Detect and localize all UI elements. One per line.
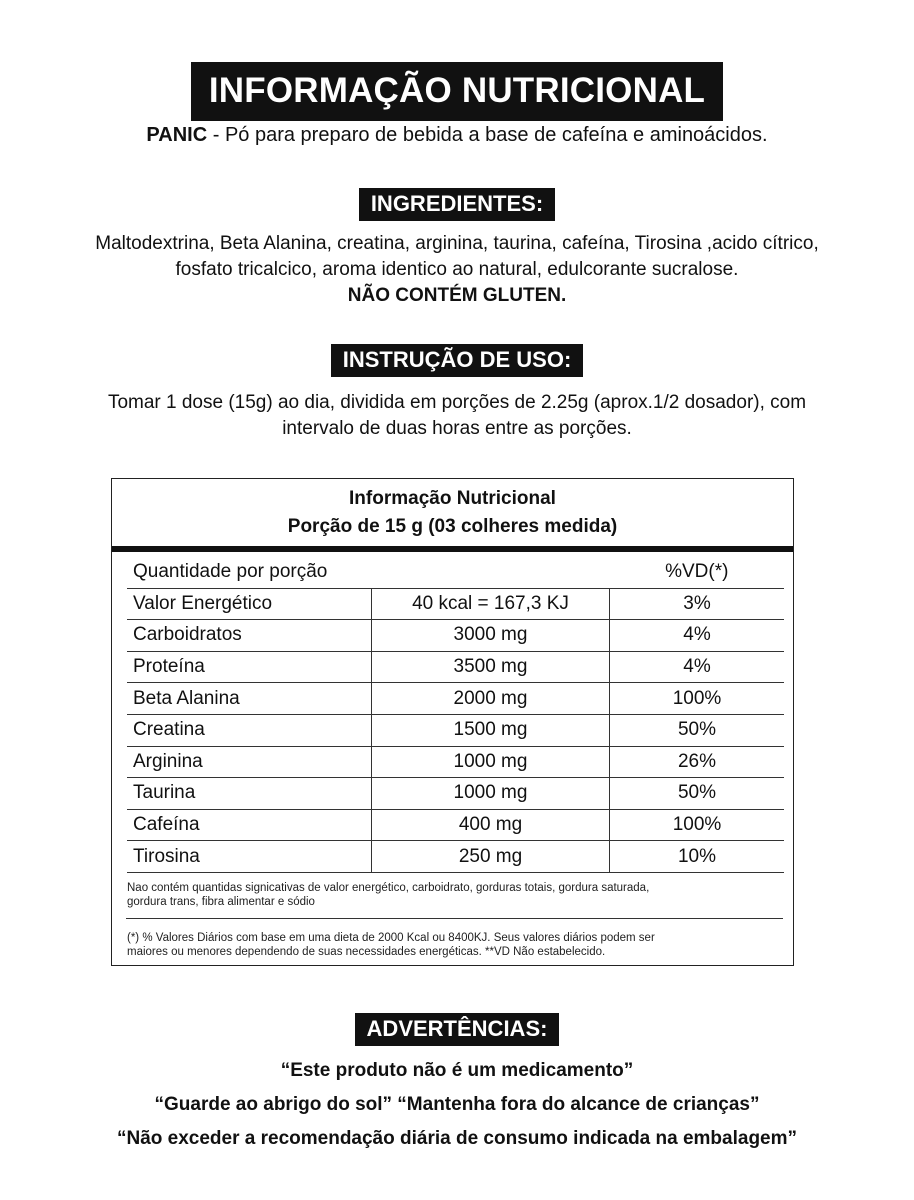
ingredients-line-1: Maltodextrina, Beta Alanina, creatina, arginina, taurina, cafeína, Tirosina ,acido cítrico, [95,233,819,254]
gluten-notice: NÃO CONTÉM GLUTEN. [347,285,567,306]
nutrition-table-header [112,479,793,541]
table-row [127,683,784,715]
main-title: INFORMAÇÃO NUTRICIONAL [191,62,723,121]
nutrition-table-portion: Porção de 15 g (03 colheres medida) [287,516,618,537]
nutrient-quantity: 3000 mg [372,620,610,652]
footnote-daily-values [127,931,782,959]
table-row [127,651,784,683]
nutrient-quantity: 1500 mg [372,714,610,746]
footnote-line-3: (*) % Valores Diários com base em uma dieta de 2000 Kcal ou 8400KJ. Seus valores diários podem ser [127,932,655,944]
nutrient-quantity: 1000 mg [372,778,610,810]
table-row [127,620,784,652]
ingredients-heading: INGREDIENTES: [359,188,555,221]
nutrient-name: Taurina [127,778,372,810]
ingredients-heading-wrap [0,188,914,221]
nutrient-quantity: 1000 mg [372,746,610,778]
nutrient-name: Carboidratos [127,620,372,652]
nutrient-quantity: 2000 mg [372,683,610,715]
nutrient-name: Proteína [127,651,372,683]
nutrition-table-box [111,478,794,966]
nutrition-table [127,557,784,873]
instructions-line-1: Tomar 1 dose (15g) ao dia, dividida em porções de 2.25g (aprox.1/2 dosador), com [107,392,807,413]
nutrient-name: Valor Energético [127,588,372,620]
ingredients-text [0,231,914,309]
nutrient-vd: 100% [610,809,785,841]
main-title-wrap [0,62,914,121]
warning-line-1: “Este produto não é um medicamento” [280,1060,634,1081]
nutrient-name: Beta Alanina [127,683,372,715]
nutrient-name: Tirosina [127,841,372,873]
nutrient-vd: 50% [610,778,785,810]
warning-line-3: “Não exceder a recomendação diária de consumo indicada na embalagem” [116,1128,798,1149]
instructions-heading: INSTRUÇÃO DE USO: [331,344,584,377]
table-thick-divider [112,546,793,552]
table-header-row [127,557,784,588]
warnings-text [0,1054,914,1156]
nutrient-quantity: 250 mg [372,841,610,873]
product-subtitle [0,124,914,147]
nutrient-quantity: 40 kcal = 167,3 KJ [372,588,610,620]
footnote-line-1: Nao contém quantidas signicativas de valor energético, carboidrato, gorduras totais, gordura saturada, [127,882,650,894]
table-row [127,588,784,620]
table-row [127,778,784,810]
product-description: - Pó para preparo de bebida a base de cafeína e aminoácidos. [207,124,768,146]
col-header-empty [372,557,610,588]
nutrient-vd: 100% [610,683,785,715]
warning-line-2: “Guarde ao abrigo do sol” “Mantenha fora do alcance de crianças” [154,1094,760,1115]
nutrient-vd: 10% [610,841,785,873]
nutrition-table-title: Informação Nutricional [349,488,556,509]
warnings-heading-wrap [0,1013,914,1046]
nutrient-quantity: 400 mg [372,809,610,841]
instructions-heading-wrap [0,344,914,377]
nutrient-name: Creatina [127,714,372,746]
nutrient-vd: 50% [610,714,785,746]
footnote-not-significant [127,881,782,909]
instructions-line-2: intervalo de duas horas entre as porções. [282,418,632,439]
col-header-vd: %VD(*) [610,557,785,588]
nutrient-vd: 4% [610,620,785,652]
nutrient-vd: 3% [610,588,785,620]
table-row [127,809,784,841]
nutrient-name: Cafeína [127,809,372,841]
nutrient-quantity: 3500 mg [372,651,610,683]
warnings-heading: ADVERTÊNCIAS: [355,1013,560,1046]
footnote-line-2: gordura trans, fibra alimentar e sódio [127,896,315,908]
nutrient-name: Arginina [127,746,372,778]
nutrient-vd: 26% [610,746,785,778]
instructions-text [0,390,914,442]
ingredients-line-2: fosfato tricalcico, aroma identico ao natural, edulcorante sucralose. [175,259,739,280]
table-row [127,746,784,778]
nutrient-vd: 4% [610,651,785,683]
footnote-divider [126,918,783,919]
footnote-line-4: maiores ou menores dependendo de suas necessidades energéticas. **VD Não estabelecido. [127,946,606,958]
table-row [127,714,784,746]
col-header-quantity: Quantidade por porção [127,557,372,588]
brand-name: PANIC [146,124,208,146]
table-row [127,841,784,873]
